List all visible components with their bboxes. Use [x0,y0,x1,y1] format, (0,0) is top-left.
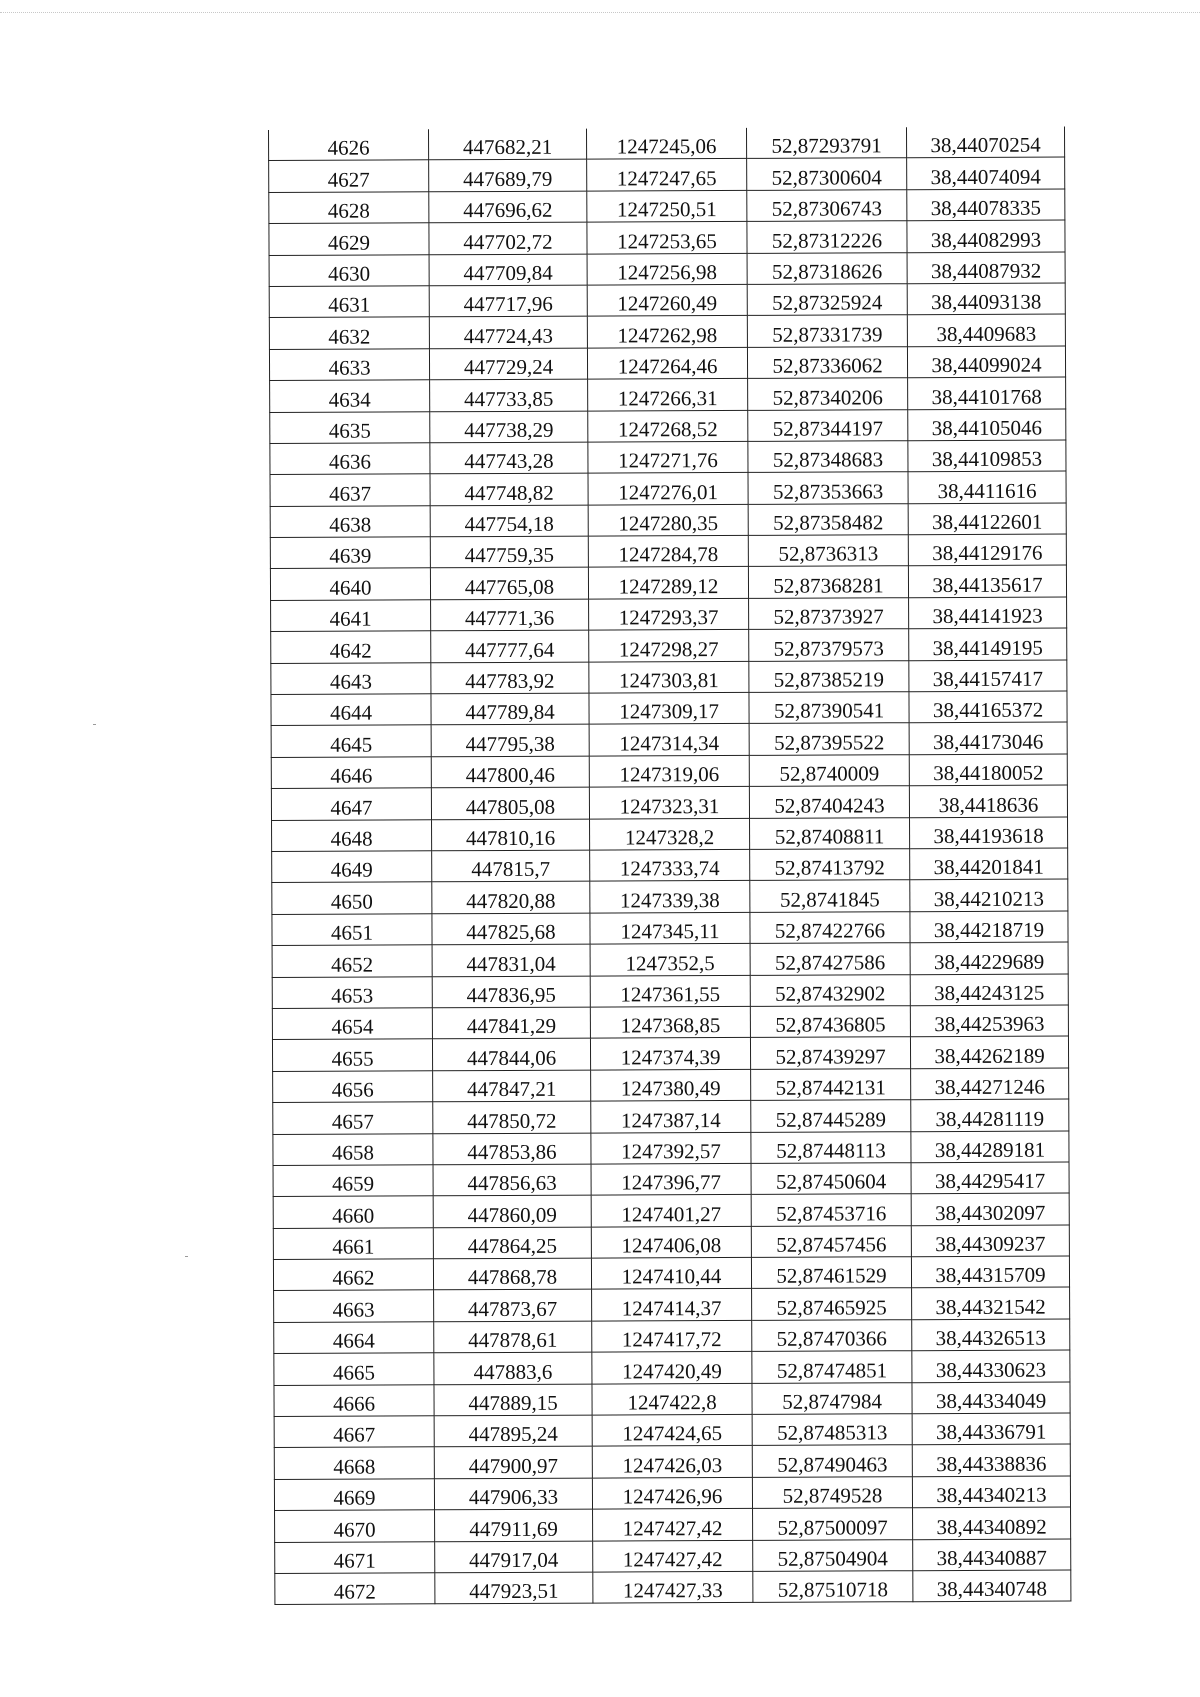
table-row [273,1162,1069,1197]
table-row [275,1570,1071,1605]
table-row [273,1193,1069,1228]
table-row [269,314,1065,349]
y-coordinate-cell: 1247387,14 [591,1101,751,1133]
x-coordinate-cell: 447836,95 [432,976,590,1008]
longitude-cell: 38,44326513 [912,1319,1070,1351]
latitude-cell: 52,8741845 [750,880,910,912]
longitude-cell: 38,44201841 [910,848,1068,880]
x-coordinate-cell: 447911,69 [435,1509,593,1541]
table-row [272,848,1068,883]
table-row [271,754,1067,789]
table-row [274,1350,1070,1385]
table-row [269,220,1065,255]
x-coordinate-cell: 447777,64 [431,630,589,662]
longitude-cell: 38,44074094 [907,157,1065,189]
point-number-cell: 4629 [269,223,429,255]
point-number-cell: 4652 [272,945,432,977]
latitude-cell: 52,87445289 [751,1100,911,1132]
point-number-cell: 4643 [271,662,431,694]
y-coordinate-cell: 1247374,39 [590,1038,750,1070]
y-coordinate-cell: 1247293,37 [589,598,749,630]
table-row [272,911,1068,946]
point-number-cell: 4651 [272,914,432,946]
table-row [270,409,1066,444]
table-row [272,1036,1068,1071]
x-coordinate-cell: 447759,35 [430,536,588,568]
y-coordinate-cell: 1247303,81 [589,661,749,693]
latitude-cell: 52,87432902 [750,974,910,1006]
latitude-cell: 52,87442131 [751,1068,911,1100]
table-row [270,534,1066,569]
x-coordinate-cell: 447815,7 [432,850,590,882]
table-row [271,660,1067,695]
x-coordinate-cell: 447754,18 [430,505,588,537]
latitude-cell: 52,87395522 [749,723,909,755]
table-row [272,1005,1068,1040]
table-row [274,1476,1070,1511]
x-coordinate-cell: 447771,36 [431,599,589,631]
y-coordinate-cell: 1247314,34 [589,724,749,756]
x-coordinate-cell: 447873,67 [434,1290,592,1322]
latitude-cell: 52,87453716 [751,1194,911,1226]
longitude-cell: 38,44135617 [908,565,1066,597]
y-coordinate-cell: 1247266,31 [588,379,748,411]
coordinates-table [268,127,1071,1606]
point-number-cell: 4628 [269,192,429,224]
y-coordinate-cell: 1247280,35 [588,504,748,536]
longitude-cell: 38,44173046 [909,722,1067,754]
longitude-cell: 38,44315709 [911,1256,1069,1288]
table-row [274,1382,1070,1417]
point-number-cell: 4658 [273,1133,433,1165]
point-number-cell: 4654 [272,1008,432,1040]
coordinates-table-body [269,127,1071,1605]
longitude-cell: 38,44309237 [911,1225,1069,1257]
point-number-cell: 4657 [273,1102,433,1134]
page-speck [185,1256,188,1257]
table-row [271,597,1067,632]
latitude-cell: 52,87427586 [750,943,910,975]
point-number-cell: 4669 [274,1479,434,1511]
latitude-cell: 52,87293791 [746,127,906,159]
y-coordinate-cell: 1247256,98 [587,253,747,285]
y-coordinate-cell: 1247309,17 [589,692,749,724]
point-number-cell: 4634 [270,380,430,412]
point-number-cell: 4653 [272,976,432,1008]
latitude-cell: 52,87390541 [749,692,909,724]
table-row [270,471,1066,506]
latitude-cell: 52,87448113 [751,1131,911,1163]
longitude-cell: 38,44253963 [910,1005,1068,1037]
point-number-cell: 4656 [273,1071,433,1103]
longitude-cell: 38,44321542 [912,1287,1070,1319]
y-coordinate-cell: 1247345,11 [590,912,750,944]
x-coordinate-cell: 447825,68 [432,913,590,945]
longitude-cell: 38,44099024 [907,346,1065,378]
x-coordinate-cell: 447696,62 [429,191,587,223]
x-coordinate-cell: 447883,6 [434,1352,592,1384]
x-coordinate-cell: 447917,04 [435,1541,593,1573]
x-coordinate-cell: 447868,78 [433,1258,591,1290]
latitude-cell: 52,87413792 [750,849,910,881]
latitude-cell: 52,87461529 [751,1257,911,1289]
latitude-cell: 52,87344197 [748,409,908,441]
point-number-cell: 4655 [272,1039,432,1071]
point-number-cell: 4668 [274,1447,434,1479]
y-coordinate-cell: 1247289,12 [588,567,748,599]
x-coordinate-cell: 447709,84 [429,254,587,286]
x-coordinate-cell: 447864,25 [433,1227,591,1259]
x-coordinate-cell: 447689,79 [429,160,587,192]
longitude-cell: 38,44193618 [910,817,1068,849]
longitude-cell: 38,4411616 [908,471,1066,503]
x-coordinate-cell: 447820,88 [432,881,590,913]
point-number-cell: 4650 [272,882,432,914]
table-row [271,628,1067,663]
y-coordinate-cell: 1247427,42 [593,1540,753,1572]
latitude-cell: 52,87385219 [749,660,909,692]
table-row [269,346,1065,381]
latitude-cell: 52,87318626 [747,252,907,284]
longitude-cell: 38,44330623 [912,1350,1070,1382]
x-coordinate-cell: 447765,08 [430,568,588,600]
table-row [274,1287,1070,1322]
point-number-cell: 4648 [272,819,432,851]
x-coordinate-cell: 447738,29 [430,411,588,443]
longitude-cell: 38,44109853 [908,440,1066,472]
point-number-cell: 4646 [271,757,431,789]
table-row [269,157,1065,192]
longitude-cell: 38,44302097 [911,1193,1069,1225]
latitude-cell: 52,87474851 [752,1351,912,1383]
y-coordinate-cell: 1247298,27 [589,630,749,662]
point-number-cell: 4638 [270,505,430,537]
longitude-cell: 38,44338836 [912,1444,1070,1476]
table-row [269,127,1065,161]
point-number-cell: 4640 [270,568,430,600]
latitude-cell: 52,87348683 [748,441,908,473]
longitude-cell: 38,44122601 [908,503,1066,535]
longitude-cell: 38,44340887 [913,1539,1071,1571]
y-coordinate-cell: 1247422,8 [592,1383,752,1415]
point-number-cell: 4660 [273,1196,433,1228]
point-number-cell: 4641 [271,600,431,632]
point-number-cell: 4637 [270,474,430,506]
longitude-cell: 38,44271246 [911,1068,1069,1100]
table-row [275,1539,1071,1574]
point-number-cell: 4661 [273,1227,433,1259]
longitude-cell: 38,44078335 [907,189,1065,221]
y-coordinate-cell: 1247250,51 [587,190,747,222]
longitude-cell: 38,44243125 [910,974,1068,1006]
table-row [270,565,1066,600]
y-coordinate-cell: 1247253,65 [587,222,747,254]
point-number-cell: 4659 [273,1165,433,1197]
y-coordinate-cell: 1247271,76 [588,441,748,473]
point-number-cell: 4630 [269,254,429,286]
longitude-cell: 38,44281119 [911,1099,1069,1131]
longitude-cell: 38,44218719 [910,911,1068,943]
latitude-cell: 52,87500097 [753,1508,913,1540]
x-coordinate-cell: 447743,28 [430,442,588,474]
latitude-cell: 52,87490463 [752,1445,912,1477]
longitude-cell: 38,44149195 [909,628,1067,660]
point-number-cell: 4666 [274,1384,434,1416]
y-coordinate-cell: 1247284,78 [588,535,748,567]
y-coordinate-cell: 1247328,2 [590,818,750,850]
y-coordinate-cell: 1247333,74 [590,849,750,881]
point-number-cell: 4647 [271,788,431,820]
y-coordinate-cell: 1247264,46 [587,347,747,379]
table-row [275,1507,1071,1542]
point-number-cell: 4645 [271,725,431,757]
y-coordinate-cell: 1247396,77 [591,1163,751,1195]
x-coordinate-cell: 447729,24 [429,348,587,380]
y-coordinate-cell: 1247339,38 [590,881,750,913]
table-row [273,1131,1069,1166]
table-row [269,189,1065,224]
y-coordinate-cell: 1247426,96 [592,1477,752,1509]
longitude-cell: 38,44070254 [906,127,1064,159]
y-coordinate-cell: 1247361,55 [590,975,750,1007]
y-coordinate-cell: 1247380,49 [591,1069,751,1101]
longitude-cell: 38,44101768 [908,377,1066,409]
y-coordinate-cell: 1247245,06 [586,128,746,160]
point-number-cell: 4667 [274,1416,434,1448]
table-row [271,785,1067,820]
y-coordinate-cell: 1247352,5 [590,944,750,976]
x-coordinate-cell: 447795,38 [431,725,589,757]
latitude-cell: 52,87422766 [750,911,910,943]
x-coordinate-cell: 447889,15 [434,1384,592,1416]
longitude-cell: 38,44087932 [907,252,1065,284]
point-number-cell: 4649 [272,851,432,883]
latitude-cell: 52,87439297 [750,1037,910,1069]
latitude-cell: 52,8740009 [749,755,909,787]
longitude-cell: 38,44165372 [909,691,1067,723]
y-coordinate-cell: 1247262,98 [587,316,747,348]
x-coordinate-cell: 447841,29 [432,1007,590,1039]
longitude-cell: 38,44289181 [911,1131,1069,1163]
x-coordinate-cell: 447831,04 [432,944,590,976]
x-coordinate-cell: 447847,21 [433,1070,591,1102]
x-coordinate-cell: 447717,96 [429,285,587,317]
latitude-cell: 52,8749528 [752,1476,912,1508]
latitude-cell: 52,87504904 [753,1539,913,1571]
point-number-cell: 4639 [270,537,430,569]
x-coordinate-cell: 447895,24 [434,1415,592,1447]
latitude-cell: 52,87340206 [748,378,908,410]
x-coordinate-cell: 447853,86 [433,1133,591,1165]
latitude-cell: 52,87336062 [747,346,907,378]
longitude-cell: 38,44340213 [912,1476,1070,1508]
y-coordinate-cell: 1247276,01 [588,473,748,505]
point-number-cell: 4642 [271,631,431,663]
latitude-cell: 52,87306743 [747,189,907,221]
latitude-cell: 52,87331739 [747,315,907,347]
longitude-cell: 38,44129176 [908,534,1066,566]
latitude-cell: 52,87300604 [747,158,907,190]
y-coordinate-cell: 1247427,42 [593,1509,753,1541]
longitude-cell: 38,44210213 [910,879,1068,911]
table-row [273,1068,1069,1103]
y-coordinate-cell: 1247392,57 [591,1132,751,1164]
table-row [271,722,1067,757]
x-coordinate-cell: 447748,82 [430,473,588,505]
table-row [272,879,1068,914]
latitude-cell: 52,8747984 [752,1382,912,1414]
latitude-cell: 52,87485313 [752,1414,912,1446]
latitude-cell: 52,87325924 [747,284,907,316]
table-row [270,503,1066,538]
point-number-cell: 4627 [269,160,429,192]
point-number-cell: 4636 [270,443,430,475]
y-coordinate-cell: 1247319,06 [589,755,749,787]
point-number-cell: 4635 [270,411,430,443]
point-number-cell: 4644 [271,694,431,726]
longitude-cell: 38,44336791 [912,1413,1070,1445]
longitude-cell: 38,4418636 [909,785,1067,817]
y-coordinate-cell: 1247426,03 [592,1446,752,1478]
x-coordinate-cell: 447900,97 [434,1447,592,1479]
x-coordinate-cell: 447878,61 [434,1321,592,1353]
y-coordinate-cell: 1247427,33 [593,1571,753,1603]
latitude-cell: 52,87436805 [750,1006,910,1038]
point-number-cell: 4663 [274,1290,434,1322]
y-coordinate-cell: 1247410,44 [591,1257,751,1289]
x-coordinate-cell: 447923,51 [435,1572,593,1604]
y-coordinate-cell: 1247414,37 [592,1289,752,1321]
latitude-cell: 52,87404243 [749,786,909,818]
table-row [272,974,1068,1009]
x-coordinate-cell: 447856,63 [433,1164,591,1196]
point-number-cell: 4662 [273,1259,433,1291]
table-row [269,283,1065,318]
longitude-cell: 38,44262189 [910,1036,1068,1068]
x-coordinate-cell: 447702,72 [429,222,587,254]
table-row [273,1225,1069,1260]
latitude-cell: 52,87312226 [747,221,907,253]
y-coordinate-cell: 1247268,52 [588,410,748,442]
longitude-cell: 38,44229689 [910,942,1068,974]
latitude-cell: 52,87470366 [752,1320,912,1352]
x-coordinate-cell: 447860,09 [433,1195,591,1227]
longitude-cell: 38,44340892 [913,1507,1071,1539]
longitude-cell: 38,44340748 [913,1570,1071,1602]
y-coordinate-cell: 1247260,49 [587,284,747,316]
point-number-cell: 4672 [275,1573,435,1605]
latitude-cell: 52,8736313 [748,535,908,567]
point-number-cell: 4664 [274,1322,434,1354]
y-coordinate-cell: 1247368,85 [590,1006,750,1038]
longitude-cell: 38,4409683 [907,314,1065,346]
longitude-cell: 38,44141923 [909,597,1067,629]
longitude-cell: 38,44334049 [912,1382,1070,1414]
longitude-cell: 38,44157417 [909,660,1067,692]
x-coordinate-cell: 447800,46 [431,756,589,788]
latitude-cell: 52,87373927 [749,598,909,630]
point-number-cell: 4665 [274,1353,434,1385]
latitude-cell: 52,87353663 [748,472,908,504]
point-number-cell: 4631 [269,286,429,318]
longitude-cell: 38,44295417 [911,1162,1069,1194]
latitude-cell: 52,87368281 [748,566,908,598]
longitude-cell: 38,44105046 [908,409,1066,441]
y-coordinate-cell: 1247406,08 [591,1226,751,1258]
latitude-cell: 52,87358482 [748,503,908,535]
y-coordinate-cell: 1247323,31 [589,787,749,819]
y-coordinate-cell: 1247420,49 [592,1352,752,1384]
table-row [273,1256,1069,1291]
x-coordinate-cell: 447850,72 [433,1101,591,1133]
x-coordinate-cell: 447789,84 [431,693,589,725]
x-coordinate-cell: 447724,43 [429,316,587,348]
table-row [272,817,1068,852]
longitude-cell: 38,44093138 [907,283,1065,315]
x-coordinate-cell: 447844,06 [432,1038,590,1070]
latitude-cell: 52,87457456 [751,1225,911,1257]
longitude-cell: 38,44082993 [907,220,1065,252]
point-number-cell: 4632 [269,317,429,349]
table-row [274,1319,1070,1354]
x-coordinate-cell: 447810,16 [432,819,590,851]
page-speck [93,724,96,725]
table-row [273,1099,1069,1134]
latitude-cell: 52,87379573 [749,629,909,661]
point-number-cell: 4671 [275,1541,435,1573]
table-row [271,691,1067,726]
latitude-cell: 52,87450604 [751,1163,911,1195]
table-row [270,377,1066,412]
latitude-cell: 52,87408811 [750,817,910,849]
longitude-cell: 38,44180052 [909,754,1067,786]
y-coordinate-cell: 1247401,27 [591,1195,751,1227]
table-row [269,252,1065,287]
point-number-cell: 4670 [275,1510,435,1542]
x-coordinate-cell: 447783,92 [431,662,589,694]
point-number-cell: 4626 [269,129,429,161]
y-coordinate-cell: 1247247,65 [587,159,747,191]
table-row [270,440,1066,475]
y-coordinate-cell: 1247424,65 [592,1414,752,1446]
latitude-cell: 52,87465925 [752,1288,912,1320]
x-coordinate-cell: 447805,08 [431,787,589,819]
point-number-cell: 4633 [269,349,429,381]
x-coordinate-cell: 447906,33 [434,1478,592,1510]
x-coordinate-cell: 447733,85 [430,379,588,411]
table-row [274,1444,1070,1479]
table-row [274,1413,1070,1448]
y-coordinate-cell: 1247417,72 [592,1320,752,1352]
x-coordinate-cell: 447682,21 [428,129,586,161]
latitude-cell: 52,87510718 [753,1571,913,1603]
scan-edge-line [0,12,1200,13]
table-row [272,942,1068,977]
